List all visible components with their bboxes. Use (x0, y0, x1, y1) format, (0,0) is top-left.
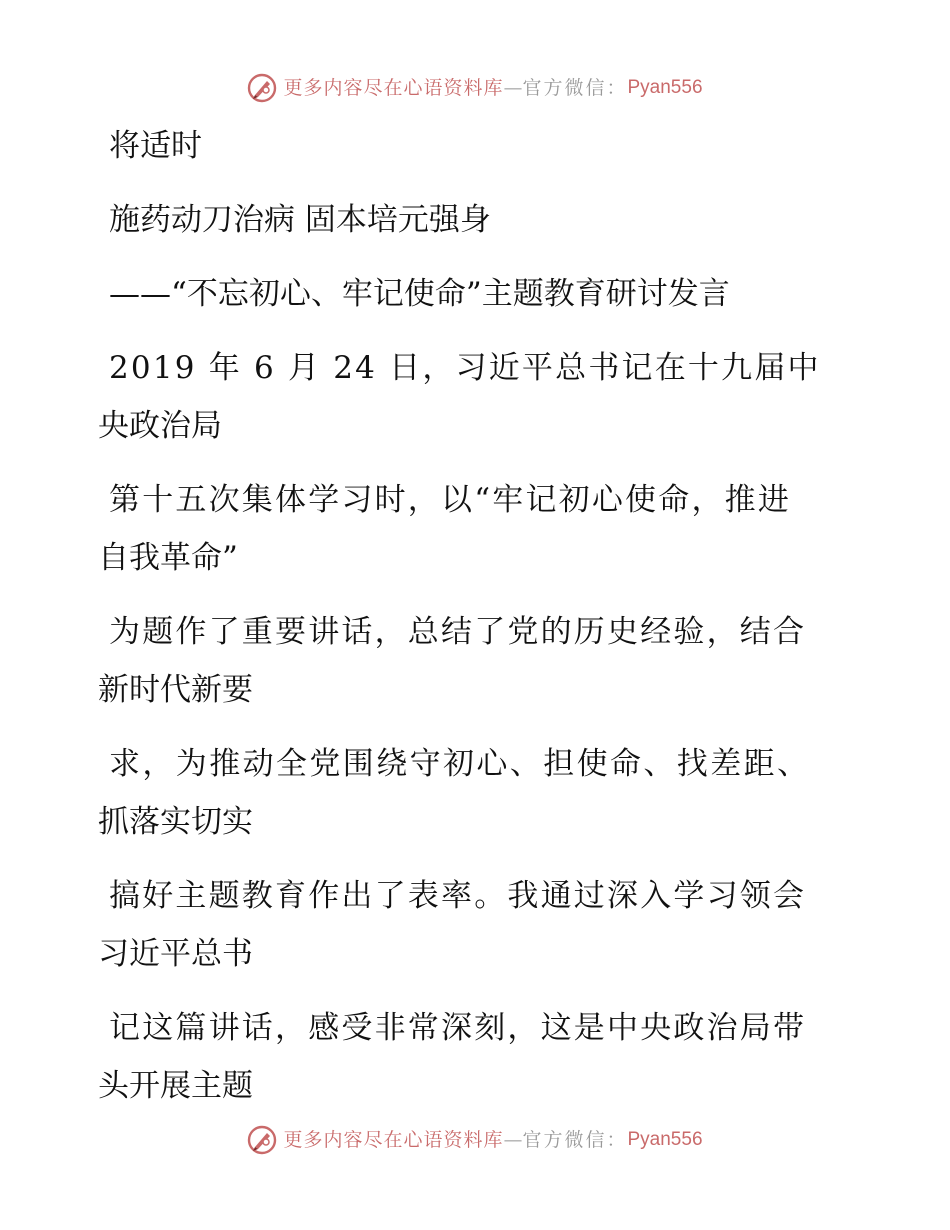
doc-line: 新时代新要 (98, 672, 253, 708)
doc-line: 习近平总书 (98, 936, 253, 972)
doc-line: ——“不忘初心、牢记使命”主题教育研讨发言 (109, 276, 730, 312)
pen-logo-icon (247, 73, 277, 103)
doc-line: 将适时 (109, 128, 202, 164)
watermark-text: 更多内容尽在心语资料库 (283, 77, 504, 99)
watermark-separator: — (503, 77, 523, 99)
doc-line: 施药动刀治病 固本培元强身 (109, 202, 491, 238)
doc-line: 央政治局 (98, 408, 222, 444)
doc-line: 求，为推动全党围绕守初心、担使命、找差距、 (109, 746, 811, 782)
watermark-wechat-id: Pyan556 (627, 1129, 703, 1150)
doc-line: 头开展主题 (98, 1068, 253, 1104)
watermark-official: 官方微信： (522, 77, 628, 99)
doc-line: 自我革命” (98, 540, 238, 576)
watermark-text: 更多内容尽在心语资料库 (283, 1129, 504, 1151)
watermark-official: 官方微信： (522, 1129, 628, 1151)
doc-line: 为题作了重要讲话，总结了党的历史经验，结合 (109, 614, 807, 650)
doc-line: 第十五次集体学习时，以“牢记初心使命，推进 (109, 482, 792, 518)
pen-logo-icon (247, 1125, 277, 1155)
doc-line: 记这篇讲话，感受非常深刻，这是中央政治局带 (109, 1010, 807, 1046)
footer-watermark (0, 1125, 950, 1155)
doc-line: 搞好主题教育作出了表率。我通过深入学习领会 (109, 878, 807, 914)
watermark-separator: — (503, 1129, 523, 1151)
doc-line: 2019 年 6 月 24 日，习近平总书记在十九届中 (109, 350, 821, 386)
header-watermark (0, 73, 950, 103)
doc-line: 抓落实切实 (98, 804, 253, 840)
watermark-wechat-id: Pyan556 (627, 77, 703, 98)
